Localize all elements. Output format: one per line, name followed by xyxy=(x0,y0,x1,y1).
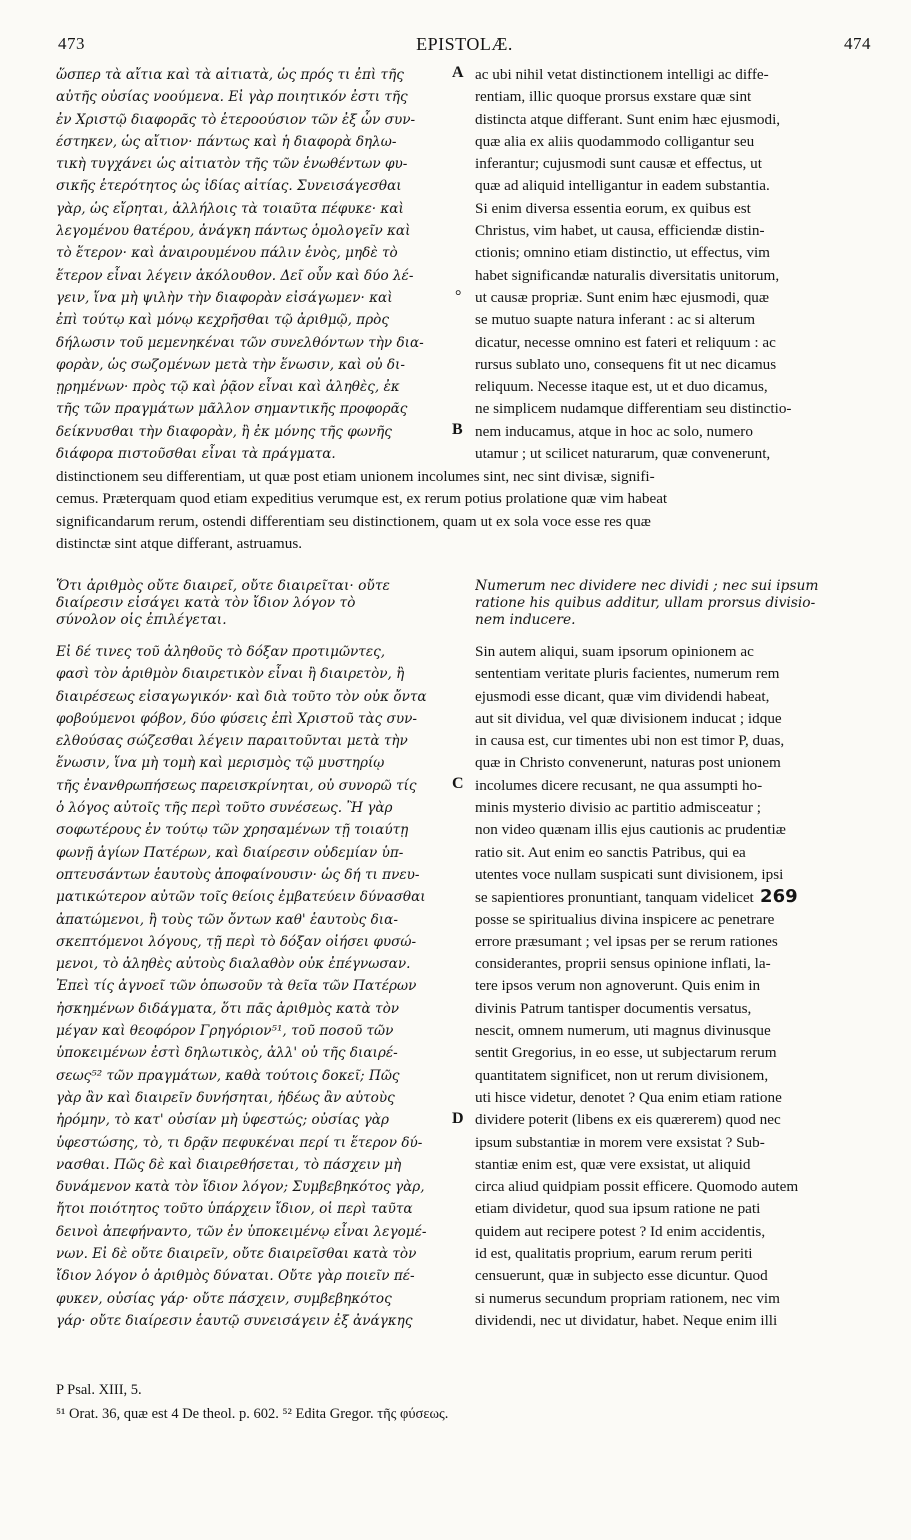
greek-line: διάφορα πιστοῦσθαι εἶναι τὰ πράγματα. xyxy=(56,446,336,463)
latin-line: cemus. Præterquam quod etiam expeditius verumque est, ex rerum potius prolatione quæ vim habeat xyxy=(56,490,668,508)
margin-letter-d: D xyxy=(452,1110,464,1127)
heading-line: διαίρεσιν εἰσάγει κατὰ τὸν ἴδιον λόγον τὸ xyxy=(56,595,356,611)
latin-section-heading xyxy=(475,578,875,629)
greek-line: μενοι, τὸ ἀληθὲς αὐτοὺς διαλαθὸν οὐκ ἐπέγνωσαν. xyxy=(56,956,411,973)
heading-line: Numerum nec dividere nec dividi ; nec sui ipsum xyxy=(475,578,819,594)
latin-line: quidem aut recipere potest ? Id enim accidentis, xyxy=(475,1222,766,1240)
greek-line: ἐπὶ τούτῳ καὶ μόνῳ κεχρῆσθαι τῷ ἀριθμῷ, πρὸς xyxy=(56,312,389,329)
latin-line: ipsum substantiæ in morem vere exsistat ? Sub- xyxy=(475,1133,765,1151)
greek-line: γὰρ, ὡς εἴρηται, ἀλλήλοις τὰ τοιαῦτα πέφυκε· καὶ xyxy=(56,200,404,217)
greek-line: ἐν Χριστῷ διαφορᾶς τὸ ἑτεροούσιον τῶν ἐξ ὧν συν- xyxy=(56,111,416,128)
footnote: P Psal. XIII, 5. xyxy=(56,1382,142,1398)
latin-line: si numerus secundum propriam rationem, nec vim xyxy=(475,1289,780,1307)
greek-line: γειν, ἵνα μὴ ψιλὴν τὴν διαφορὰν εἰσάγωμεν· καὶ xyxy=(56,289,393,306)
greek-line: αὐτῆς οὐσίας νοούμενα. Εἰ γὰρ ποιητικόν ἐστι τῆς xyxy=(56,89,408,106)
greek-line: ὑποκειμένων ἐστὶ δηλωτικὸς, ἀλλ' οὐ τῆς διαιρέ- xyxy=(56,1045,398,1062)
latin-line: ne simplicem nudamque differentiam seu distinctio- xyxy=(475,400,792,418)
greek-line: δυνάμενον κατὰ τὸν ἴδιον λόγον; Συμβεβηκότος γὰρ, xyxy=(56,1179,425,1196)
latin-line: censuerunt, quæ in subjecto esse dicuntur. Quod xyxy=(475,1267,768,1285)
latin-line: stantiæ enim est, quæ vere exsistat, ut aliquid xyxy=(475,1155,751,1173)
running-title: EPISTOLÆ. xyxy=(416,34,513,54)
latin-line: utamur ; ut scilicet naturarum, quæ convenerunt, xyxy=(475,445,771,463)
greek-line: τῆς τῶν πραγμάτων μᾶλλον σημαντικῆς προφορᾶς xyxy=(56,401,408,418)
latin-line: posse se spiritualius divina inspicere ac penetrare xyxy=(475,910,775,928)
latin-line: quantitatem significet, non ut rerum divisionem, xyxy=(475,1066,769,1084)
greek-line: οπτευσάντων ἑαυτοὺς ἀποφαίνουσιν· ὡς δή τι πνευ- xyxy=(56,866,420,883)
inline-footnote-ref: P, duas, xyxy=(734,732,785,750)
greek-line: νασθαι. Πῶς δὲ καὶ διαιρεθήσεται, τὸ πάσχειν μὴ xyxy=(56,1156,402,1173)
latin-line: nescit, omnem numerum, uti magnus divinusque xyxy=(475,1022,771,1040)
page-number-left: 473 xyxy=(58,34,85,53)
latin-line: ratio sit. Aut enim eo sanctis Patribus, qui ea xyxy=(475,843,746,861)
latin-line: Sin autem aliqui, suam ipsorum opinionem ac xyxy=(475,643,754,660)
greek-line: ἀπατώμενοι, ἢ τοὺς τῶν ὄντων καθ' ἑαυτοὺς δια- xyxy=(56,911,398,928)
greek-line: διαιρέσεως εἰσαγωγικόν· καὶ διὰ τοῦτο τὸν οὐκ ὄντα xyxy=(56,688,427,705)
page-number-right: 474 xyxy=(844,34,871,53)
greek-line: δεινοὶ ἀπεφήναντο, τῶν ἐν ὑποκειμένῳ εἶναι λεγομέ- xyxy=(56,1223,427,1240)
latin-line: aut sit dividua, vel quæ divisionem inducat ; idque xyxy=(475,709,782,727)
latin-line: reliquum. Necesse itaque est, ut et duo dicamus, xyxy=(475,378,768,396)
footnote: ⁵¹ Orat. 36, quæ est 4 De theol. p. 602. ⁵² Edita Gregor. τῆς φύσεως. xyxy=(56,1406,449,1422)
greek-line: γὰρ ἂν καὶ διαιρεῖν δυνήσηται, ἡδέως ἂν αὐτοὺς xyxy=(56,1089,395,1106)
latin-line: ut causæ propriæ. Sunt enim hæc ejusmodi, quæ xyxy=(475,288,770,306)
latin-line: rursus sublato uno, consequens fit ut nec dicamus xyxy=(475,355,777,373)
greek-line: μέγαν καὶ θεοφόρον Γρηγόριον⁵¹, τοῦ ποσοῦ τῶν xyxy=(56,1023,394,1040)
heading-line: ratione his quibus additur, ullam prorsus divisio- xyxy=(475,595,816,611)
latin-line: se sapientiores pronuntiant, tanquam videlicet 269 xyxy=(475,886,798,908)
latin-line: Si enim diversa essentia eorum, ex quibus est xyxy=(475,199,751,217)
margin-letter-c: C xyxy=(452,775,464,792)
latin-line: considerantes, proprii sensus opinione inflati, la- xyxy=(475,955,771,973)
greek-line: ὁ λόγος αὐτοῖς τῆς περὶ τοῦτο συνέσεως. Ἢ γὰρ xyxy=(56,800,393,817)
greek-line: φυκεν, οὐσίας γάρ· οὔτε πάσχειν, συμβεβηκότος xyxy=(56,1290,392,1307)
latin-line: minis mysterio divisio ac partitio admisceatur ; xyxy=(475,799,761,817)
greek-line: ἠσκημένων διδάγματα, ὅτι πᾶς ἀριθμὸς κατὰ τὸν xyxy=(56,1000,400,1017)
greek-line: σκεπτόμενοι λόγους, τῇ περὶ τὸ δόξαν οἰήσει φυσώ- xyxy=(56,933,417,950)
greek-line: ελθούσας σώζεσθαι λέγειν παραιτοῦνται μετὰ τὴν xyxy=(56,733,408,750)
greek-line: φορὰν, ὡς σωζομένων μετὰ τὴν ἕνωσιν, καὶ οὐ δι- xyxy=(56,356,405,373)
margin-dot: ° xyxy=(455,288,462,305)
greek-line: τῆς ἐνανθρωπήσεως παρεισκρίνηται, οὐ συνορῶ τίς xyxy=(56,777,417,794)
margin-letter-b: B xyxy=(452,421,463,438)
latin-line: dividendi, nec ut dividatur, habet. Neque enim illi xyxy=(475,1311,778,1329)
greek-line: σικῆς ἑτερότητος ὡς ἰδίας αἰτίας. Συνεισάγεσθαι xyxy=(56,178,402,195)
greek-line: έστηκεν, ὡς αἴτιον· πάντως καὶ ἡ διαφορὰ δηλω- xyxy=(56,133,397,150)
greek-line: ἤτοι ποιότητος τοῦτο ὑπάρχειν ἴδιον, οἱ περὶ ταῦτα xyxy=(56,1201,413,1218)
latin-line: quæ in Christo convenerunt, naturas post unionem xyxy=(475,754,781,772)
heading-line: Ὅτι ἀριθμὸς οὔτε διαιρεῖ, οὔτε διαιρεῖται· οὔτε xyxy=(56,578,390,594)
greek-line: σοφωτέρους ἐν τούτῳ τῶν χρησαμένων τῇ τοιαύτῃ xyxy=(56,822,409,839)
greek-column-top xyxy=(56,64,448,465)
latin-line: ctionis; omnino etiam distinctio, ut effectus, vim xyxy=(475,244,770,262)
latin-line: dividere poterit (libens ex eis quærerem) quod nec xyxy=(475,1111,781,1129)
greek-line: Εἰ δέ τινες τοῦ ἀληθοῦς τὸ δόξαν προτιμῶντες, xyxy=(56,644,386,660)
latin-line: errore præsumant ; vel ipsas per se rerum rationes xyxy=(475,932,778,950)
greek-line: ἕτερον εἶναι λέγειν ἀκόλουθον. Δεῖ οὖν καὶ δύο λέ- xyxy=(56,267,414,284)
latin-line: ac ubi nihil vetat distinctionem intelligi ac diffe- xyxy=(475,66,769,83)
greek-line: ἠρόμην, τὸ κατ' οὐσίαν μὴ ὑφεστώς; οὐσίας γὰρ xyxy=(56,1112,389,1129)
latin-line: distincta atque differant. Sunt enim hæc ejusmodi, xyxy=(475,110,781,128)
latin-line: in causa est, cur timentes ubi non est timor P, duas, xyxy=(475,732,785,750)
greek-line: δήλωσιν τοῦ μεμενηκέναι τῶν συνελθόντων τὴν δια- xyxy=(56,334,424,351)
greek-line: ἕνωσιν, ἵνα μὴ τομὴ καὶ μερισμὸς τῷ μυστηρίῳ xyxy=(56,755,385,772)
greek-column-bottom xyxy=(56,641,448,1332)
latin-line: circa aliud quidpiam possit efficere. Quomodo autem xyxy=(475,1178,799,1196)
latin-column-top xyxy=(475,64,875,465)
latin-line: Christus, vim habet, ut causa, efficiendæ distin- xyxy=(475,222,765,240)
greek-line: ματικώτερον αὐτῶν τοῖς θείοις ἐμβατεύειν δύνασθαι xyxy=(56,889,426,906)
latin-line: id est, qualitatis proprium, earum rerum periti xyxy=(475,1245,753,1263)
latin-line: se mutuo suapte natura inferant : ac si alterum xyxy=(475,311,756,329)
greek-line: φασὶ τὸν ἀριθμὸν διαιρετικὸν εἶναι ἢ διαιρετὸν, ἢ xyxy=(56,666,405,683)
greek-line: ἴδιον λόγον ὁ ἀριθμὸς δύναται. Οὔτε γὰρ ποιεῖν πέ- xyxy=(56,1268,415,1285)
greek-line: δείκνυσθαι τὴν διαφορὰν, ἢ ἐκ μόνης τῆς φωνῆς xyxy=(56,423,392,440)
greek-line: τὸ ἕτερον· καὶ ἀναιρουμένου πάλιν ἑνὸς, μηδὲ τὸ xyxy=(56,245,398,262)
latin-line: distinctionem seu differentiam, ut quæ post etiam unionem incolumes sint, nec sint divisæ, signifi- xyxy=(56,468,655,485)
latin-line: sententiam veritate pluris facientes, numerum rem xyxy=(475,665,780,683)
margin-letter-a: A xyxy=(452,64,464,81)
greek-line: τικὴ τυγχάνει ὡς αἰτιατὸν τῆς τῶν ἑνωθέντων φυ- xyxy=(56,156,408,173)
footnotes xyxy=(56,1378,448,1426)
greek-line: ὑφεστώσης, τὸ, τι δρᾷν πεφυκέναι περί τι ἕτερον δύ- xyxy=(56,1134,423,1151)
latin-line: uti hisce videtur, denotet ? Qua enim etiam ratione xyxy=(475,1088,782,1106)
greek-line: φωνῇ ἁγίων Πατέρων, καὶ διαίρεσιν οὐδεμίαν ὑπ- xyxy=(56,844,404,861)
latin-line: dicatur, necesse omnino est fateri et reliquum : ac xyxy=(475,333,776,351)
latin-line: etiam dividetur, quod sua ipsum ratione ne pati xyxy=(475,1200,761,1218)
page-header xyxy=(58,34,871,56)
greek-line: σεως⁵² τῶν πραγμάτων, καθὰ τούτοις δοκεῖ; Πῶς xyxy=(56,1067,400,1084)
latin-line: utentes voce nullam suspicati sunt divisionem, ipsi xyxy=(475,865,784,883)
latin-line: habet significandæ naturalis diversitatis unitorum, xyxy=(475,266,780,284)
column-number: 269 xyxy=(753,886,798,908)
latin-column-bottom xyxy=(475,641,875,1332)
greek-line: ῃρημένων· πρὸς τῷ καὶ ῥᾷον εἶναι καὶ ἀληθὲς, ἐκ xyxy=(56,379,400,396)
greek-line: Ἐπεὶ τίς ἀγνοεῖ τῶν ὁπωσοῦν τὰ θεῖα τῶν Πατέρων xyxy=(56,978,417,995)
heading-line: nem inducere. xyxy=(475,612,576,628)
latin-full-width xyxy=(56,466,876,555)
greek-line: ὥσπερ τὰ αἴτια καὶ τὰ αἰτιατὰ, ὡς πρός τι ἐπὶ τῆς xyxy=(56,67,404,83)
greek-section-heading xyxy=(56,578,448,629)
greek-line: φοβούμενοι φόβον, δύο φύσεις ἐπὶ Χριστοῦ τὰς συν- xyxy=(56,710,417,727)
latin-line: incolumes dicere recusant, ne qua assumpti ho- xyxy=(475,776,763,794)
heading-line: σύνολον οἷς ἐπιλέγεται. xyxy=(56,612,227,628)
latin-line: sentit Gregorius, in eo esse, ut subjectarum rerum xyxy=(475,1044,777,1062)
latin-line: inferantur; cujusmodi sunt causæ et effectus, ut xyxy=(475,155,762,173)
latin-line: significandarum rerum, ostendi differentiam seu distinctionem, quam ut ex sola voce esse res quæ xyxy=(56,512,651,530)
latin-line: tere ipsos verum non agnoverunt. Quis enim in xyxy=(475,977,761,995)
latin-line: nem inducamus, atque in hoc ac solo, numero xyxy=(475,422,753,440)
latin-line: ejusmodi esse dicant, quæ vim dividendi habeat, xyxy=(475,687,770,705)
latin-line: quæ alia ex aliis quodammodo colligantur seu xyxy=(475,132,755,150)
latin-line: distinctæ sint atque differant, astruamus. xyxy=(56,534,303,552)
greek-line: νων. Εἰ δὲ οὔτε διαιρεῖν, οὔτε διαιρεῖσθαι κατὰ τὸν xyxy=(56,1246,417,1263)
latin-line: non video quænam illis ejus cautionis ac prudentiæ xyxy=(475,821,786,839)
greek-line: λεγομένου θατέρου, ἀνάγκη πάντως ὁμολογεῖν καὶ xyxy=(56,223,411,240)
latin-line: quæ ad aliquid intelligantur in eadem substantia. xyxy=(475,177,770,195)
greek-line: γάρ· οὔτε διαίρεσιν ἑαυτῷ συνεισάγειν ἐξ ἀνάγκης xyxy=(56,1312,413,1329)
latin-line: rentiam, illic quoque prorsus exstare quæ sint xyxy=(475,88,752,106)
latin-line: divinis Patrum tantisper documentis versatus, xyxy=(475,999,752,1017)
